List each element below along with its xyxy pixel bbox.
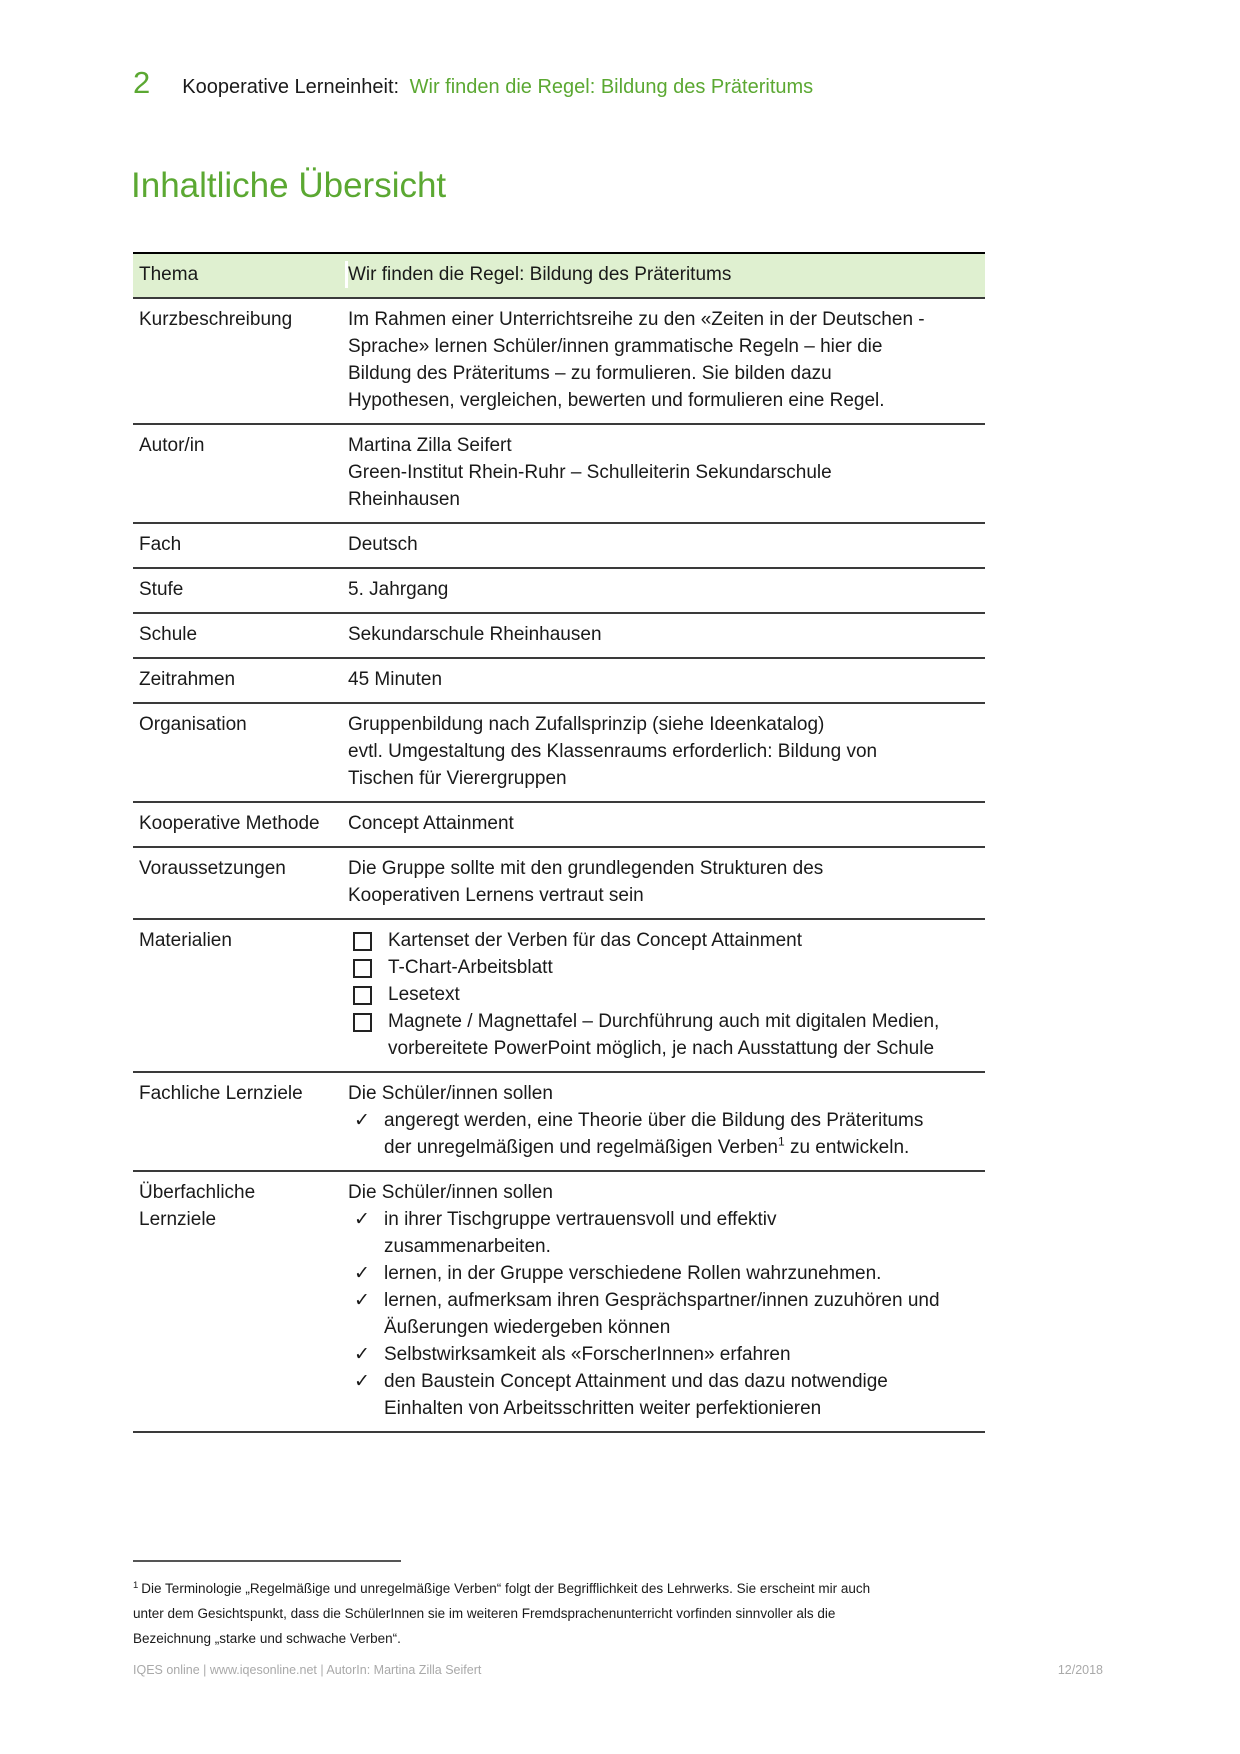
- row-label: Kurzbeschreibung: [139, 309, 293, 330]
- row-value: [345, 306, 985, 414]
- table-row-schule: [133, 614, 985, 659]
- page-footer: [133, 1663, 1103, 1677]
- text-line: Tischen für Vierergruppen: [348, 768, 567, 789]
- row-value: [345, 666, 985, 693]
- footnote-line: [133, 1576, 1083, 1601]
- row-value: [345, 927, 985, 1062]
- row-label: Thema: [139, 264, 199, 285]
- checkbox-icon: [353, 986, 372, 1005]
- goal-item-text: [384, 1341, 985, 1368]
- row-label: Autor/in: [139, 435, 205, 456]
- row-value: [345, 711, 985, 792]
- row-label: Fachliche Lernziele: [139, 1083, 303, 1104]
- footnote-line: unter dem Gesichtspunkt, dass die SchülerInnen sie im weiteren Fremdsprachenunterricht vorfinden sinnvoller als die: [133, 1606, 836, 1621]
- text-line: Sprache» lernen Schüler/innen grammatische Regeln – hier die: [348, 336, 883, 357]
- row-label: Voraussetzungen: [139, 858, 286, 879]
- page-header: [133, 66, 813, 100]
- goal-item-text: [384, 1368, 985, 1422]
- goal-item: [348, 1206, 985, 1260]
- text-line: evtl. Umgestaltung des Klassenraums erforderlich: Bildung von: [348, 741, 878, 762]
- footnote-divider: [133, 1560, 401, 1562]
- checklist-item-text: [388, 927, 985, 954]
- row-label: Organisation: [139, 714, 247, 735]
- checkmark-icon: ✓: [354, 1110, 370, 1131]
- text-line: Deutsch: [348, 534, 418, 555]
- text-line: lernen, in der Gruppe verschiedene Rollen wahrzunehmen.: [384, 1263, 882, 1284]
- text-line: 45 Minuten: [348, 669, 443, 690]
- row-value: [345, 621, 985, 648]
- row-label: Fach: [139, 534, 182, 555]
- checkbox-icon: [353, 959, 372, 978]
- table-row-autor: [133, 425, 985, 524]
- table-row-zeitrahmen: [133, 659, 985, 704]
- goal-item: [348, 1368, 985, 1422]
- text-line: [384, 1134, 985, 1161]
- checklist-item: [348, 954, 985, 981]
- text-line: Concept Attainment: [348, 813, 514, 834]
- text-line: zusammenarbeiten.: [384, 1236, 551, 1257]
- header-title-topic: Wir finden die Regel: Bildung des Präteritums: [409, 76, 814, 98]
- text-line: angeregt werden, eine Theorie über die Bildung des Präteritums: [384, 1110, 924, 1131]
- text-line: vorbereitete PowerPoint möglich, je nach Ausstattung der Schule: [388, 1038, 935, 1059]
- goal-item: [348, 1260, 985, 1287]
- chapter-number: 2: [133, 65, 151, 100]
- row-label: [133, 1179, 345, 1422]
- text-line: den Baustein Concept Attainment und das dazu notwendige: [384, 1371, 888, 1392]
- checkmark-icon: ✓: [354, 1371, 370, 1392]
- row-value: [345, 432, 985, 513]
- header-title-prefix: Kooperative Lerneinheit:: [182, 76, 400, 98]
- checklist-item-text: [388, 981, 985, 1008]
- table-row-kooperative-methode: [133, 803, 985, 848]
- checklist-item: [348, 981, 985, 1008]
- text-line: Die Schüler/innen sollen: [348, 1083, 553, 1104]
- table-row-ueberfachliche-lernziele: [133, 1172, 985, 1433]
- table-row-materialien: [133, 920, 985, 1073]
- text-line: T-Chart-Arbeitsblatt: [388, 957, 553, 978]
- footnote: [133, 1576, 1083, 1651]
- goal-item-text: [384, 1287, 985, 1341]
- text-line: Kooperativen Lernens vertraut sein: [348, 885, 644, 906]
- goal-item: [348, 1287, 985, 1341]
- text-line: Green-Institut Rhein-Ruhr – Schulleiterin Sekundarschule: [348, 462, 832, 483]
- row-value: [345, 1080, 985, 1161]
- table-row-kurzbeschreibung: [133, 299, 985, 425]
- goal-item-text: [384, 1107, 985, 1161]
- text-line: Kartenset der Verben für das Concept Attainment: [388, 930, 803, 951]
- checklist-item-text: [388, 1008, 985, 1062]
- text-line: Überfachliche: [139, 1182, 256, 1203]
- text-line: Selbstwirksamkeit als «ForscherInnen» erfahren: [384, 1344, 791, 1365]
- row-label: Zeitrahmen: [139, 669, 236, 690]
- footer-left-text: IQES online | www.iqesonline.net | AutorIn: Martina Zilla Seifert: [133, 1663, 482, 1677]
- text-line: Im Rahmen einer Unterrichtsreihe zu den «Zeiten in der Deutschen -: [348, 309, 925, 330]
- checkmark-icon: ✓: [354, 1344, 370, 1365]
- text-line: Magnete / Magnettafel – Durchführung auch mit digitalen Medien,: [388, 1011, 940, 1032]
- overview-table: [133, 252, 985, 1433]
- text-line: 5. Jahrgang: [348, 579, 449, 600]
- text-segment: zu entwickeln.: [784, 1137, 910, 1158]
- footer-page-date: 12/2018: [1057, 1663, 1103, 1677]
- table-row-voraussetzungen: [133, 848, 985, 920]
- text-line: Martina Zilla Seifert: [348, 435, 512, 456]
- checkmark-icon: ✓: [354, 1263, 370, 1284]
- checklist-item: [348, 1008, 985, 1062]
- row-value: [345, 855, 985, 909]
- table-row-fach: [133, 524, 985, 569]
- checkbox-icon: [353, 1013, 372, 1032]
- row-value: [345, 576, 985, 603]
- checklist-item-text: [388, 954, 985, 981]
- row-value: [345, 1179, 985, 1422]
- table-row-fachliche-lernziele: [133, 1073, 985, 1172]
- text-line: lernen, aufmerksam ihren Gesprächspartner/innen zuzuhören und: [384, 1290, 940, 1311]
- goal-item: [348, 1341, 985, 1368]
- text-line: Äußerungen wiedergeben können: [384, 1317, 671, 1338]
- text-line: Lesetext: [388, 984, 460, 1005]
- row-value: [345, 531, 985, 558]
- text-segment: der unregelmäßigen und regelmäßigen Verben: [384, 1137, 778, 1158]
- row-label: Materialien: [139, 930, 232, 951]
- goal-item-text: [384, 1260, 985, 1287]
- text-line: Die Gruppe sollte mit den grundlegenden Strukturen des: [348, 858, 824, 879]
- text-line: Lernziele: [139, 1209, 217, 1230]
- row-label: Schule: [139, 624, 198, 645]
- text-line: Die Schüler/innen sollen: [348, 1182, 553, 1203]
- row-value: Wir finden die Regel: Bildung des Präteritums: [345, 261, 985, 288]
- table-row-organisation: [133, 704, 985, 803]
- text-line: Rheinhausen: [348, 489, 460, 510]
- table-row-thema: [133, 254, 985, 299]
- checkbox-icon: [353, 932, 372, 951]
- table-row-stufe: [133, 569, 985, 614]
- footnote-line: Bezeichnung „starke und schwache Verben“.: [133, 1631, 401, 1646]
- text-line: Bildung des Präteritums – zu formulieren. Sie bilden dazu: [348, 363, 832, 384]
- row-value: [345, 810, 985, 837]
- text-line: Einhalten von Arbeitsschritten weiter perfektionieren: [384, 1398, 822, 1419]
- text-segment: Die Terminologie „Regelmäßige und unregelmäßige Verben“ folgt der Begrifflichkeit des Lehrwerks. Sie erscheint mir auch: [141, 1581, 871, 1596]
- text-line: Sekundarschule Rheinhausen: [348, 624, 602, 645]
- footnote-reference: 1: [777, 1134, 785, 1149]
- goal-item: [348, 1107, 985, 1161]
- checklist-item: [348, 927, 985, 954]
- checkmark-icon: ✓: [354, 1209, 370, 1230]
- section-title: Inhaltliche Übersicht: [131, 166, 447, 205]
- row-label: Stufe: [139, 579, 184, 600]
- text-line: Hypothesen, vergleichen, bewerten und formulieren eine Regel.: [348, 390, 885, 411]
- text-line: Gruppenbildung nach Zufallsprinzip (siehe Ideenkatalog): [348, 714, 825, 735]
- row-label: Kooperative Methode: [139, 813, 320, 834]
- footnote-marker: 1: [133, 1579, 139, 1591]
- goal-item-text: [384, 1206, 985, 1260]
- checkmark-icon: ✓: [354, 1290, 370, 1311]
- text-line: in ihrer Tischgruppe vertrauensvoll und effektiv: [384, 1209, 777, 1230]
- header-title: [182, 74, 813, 100]
